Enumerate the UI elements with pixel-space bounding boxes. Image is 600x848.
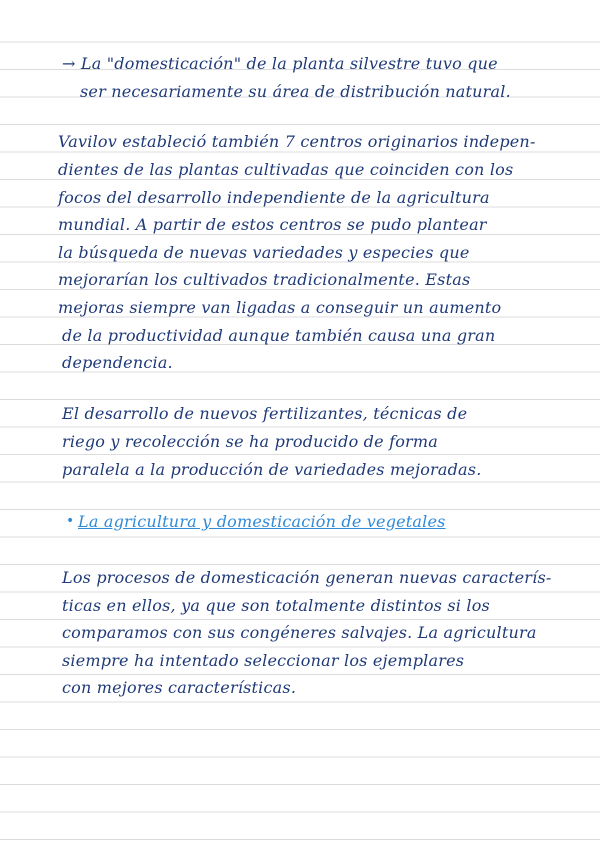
note-line: paralela a la producción de variedades mejoradas. xyxy=(62,460,482,479)
note-line: la búsqueda de nuevas variedades y especies que xyxy=(58,243,470,262)
section-heading: La agricultura y domesticación de vegetales xyxy=(78,512,446,531)
note-line: mundial. A partir de estos centros se pudo plantear xyxy=(58,215,487,234)
note-line: comparamos con sus congéneres salvajes. La agricultura xyxy=(62,623,537,642)
note-line: → La "domesticación" de la planta silvestre tuvo que xyxy=(62,54,498,73)
bullet-icon: • xyxy=(66,513,75,529)
note-line: siempre ha intentado seleccionar los ejemplares xyxy=(62,651,465,670)
note-line: Los procesos de domesticación generan nuevas caracterís- xyxy=(62,568,552,587)
note-line: ser necesariamente su área de distribución natural. xyxy=(80,82,511,101)
note-line: con mejores características. xyxy=(62,678,297,697)
note-line: dientes de las plantas cultivadas que coinciden con los xyxy=(58,160,514,179)
note-line: Vavilov estableció también 7 centros originarios indepen- xyxy=(58,132,536,151)
note-line: dependencia. xyxy=(62,353,173,372)
note-line: riego y recolección se ha producido de forma xyxy=(62,432,438,451)
note-line: mejoras siempre van ligadas a conseguir un aumento xyxy=(58,298,502,317)
note-line: de la productividad aunque también causa una gran xyxy=(62,326,496,345)
note-line: El desarrollo de nuevos fertilizantes, técnicas de xyxy=(62,404,468,423)
note-line: focos del desarrollo independiente de la agricultura xyxy=(58,188,490,207)
note-line: ticas en ellos, ya que son totalmente distintos si los xyxy=(62,596,490,615)
note-line: mejorarían los cultivados tradicionalmente. Estas xyxy=(58,270,471,289)
